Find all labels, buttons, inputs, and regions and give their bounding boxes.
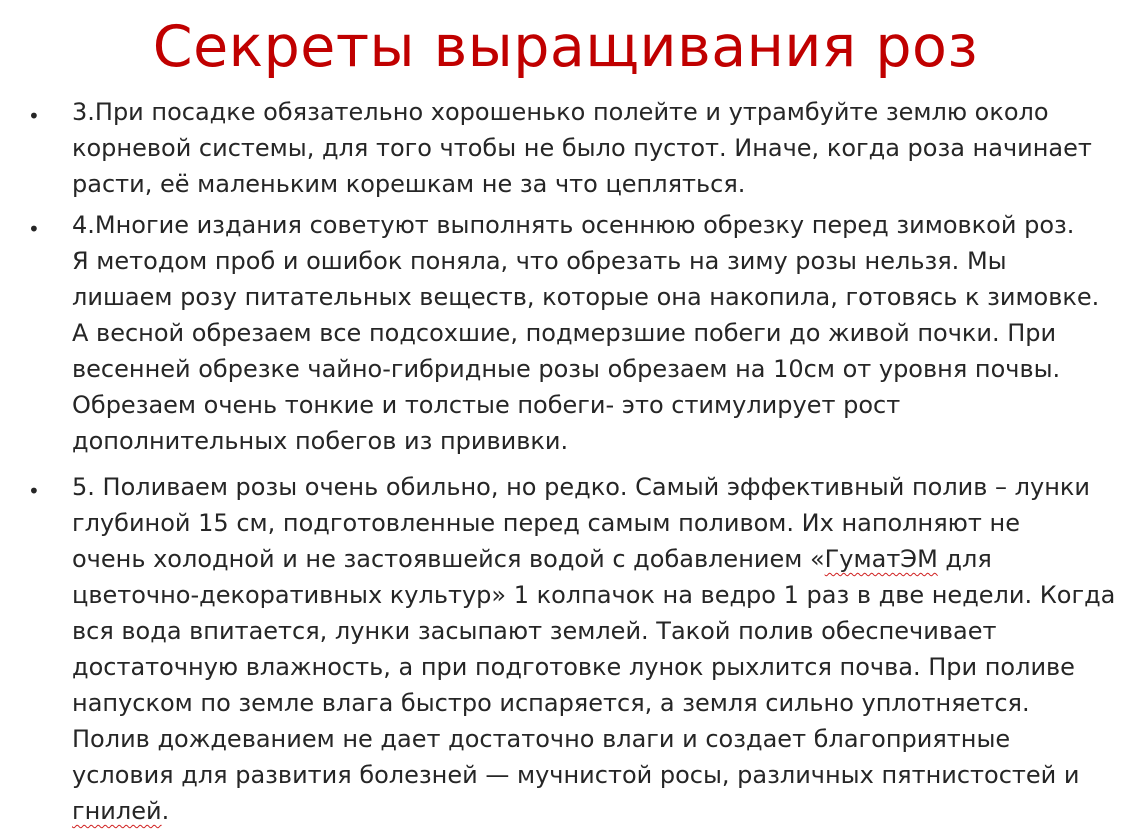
text-line: вся вода впитается, лунки засыпают землей. Такой полив обеспечивает xyxy=(72,617,997,645)
spellcheck-flagged-word: гнилей xyxy=(72,797,162,825)
text-line: 5. Поливаем розы очень обильно, но редко. Самый эффективный полив – лунки xyxy=(72,473,1090,501)
text-fragment: очень холодной и не застоявшейся водой с добавлением « xyxy=(72,545,825,573)
text-line: Обрезаем очень тонкие и толстые побеги- это стимулирует рост xyxy=(72,391,901,419)
text-line: Полив дождеванием не дает достаточно влаги и создает благоприятные xyxy=(72,725,1011,753)
text-fragment: . xyxy=(161,797,170,825)
text-line: корневой системы, для того чтобы не было пустот. Иначе, когда роза начинает xyxy=(72,134,1092,162)
text-line: достаточную влажность, а при подготовке лунок рыхлится почва. При поливе xyxy=(72,653,1075,681)
text-line: 4.Многие издания советуют выполнять осеннюю обрезку перед зимовкой роз. xyxy=(72,211,1075,239)
text-line: А весной обрезаем все подсохшие, подмерзшие побеги до живой почки. При xyxy=(72,319,1057,347)
spellcheck-flagged-word: ГуматЭМ xyxy=(824,545,938,573)
text-line: напуском по земле влага быстро испаряется, а земля сильно уплотняется. xyxy=(72,689,1030,717)
text-fragment: для xyxy=(937,545,992,573)
text-line: дополнительных побегов из прививки. xyxy=(72,427,569,455)
text-line-with-spellcheck xyxy=(72,793,169,829)
text-line: 3.При посадке обязательно хорошенько полейте и утрамбуйте землю около xyxy=(72,98,1049,126)
slide-title: Секреты выращивания роз xyxy=(152,14,979,80)
text-line: условия для развития болезней — мучнистой росы, различных пятнистостей и xyxy=(72,761,1080,789)
bullet-marker: • xyxy=(28,104,40,128)
text-line: весенней обрезке чайно-гибридные розы обрезаем на 10см от уровня почвы. xyxy=(72,355,1061,383)
bullet-marker: • xyxy=(28,479,40,503)
text-line: лишаем розу питательных веществ, которые она накопила, готовясь к зимовке. xyxy=(72,283,1100,311)
text-line: Я методом проб и ошибок поняла, что обрезать на зиму розы нельзя. Мы xyxy=(72,247,1007,275)
text-line: расти, её маленьким корешкам не за что цепляться. xyxy=(72,170,746,198)
text-line-with-spellcheck xyxy=(72,541,992,577)
bullet-marker: • xyxy=(28,217,40,241)
text-line: цветочно-декоративных культур» 1 колпачок на ведро 1 раз в две недели. Когда xyxy=(72,581,1116,609)
text-line: глубиной 15 см, подготовленные перед самым поливом. Их наполняют не xyxy=(72,509,1020,537)
